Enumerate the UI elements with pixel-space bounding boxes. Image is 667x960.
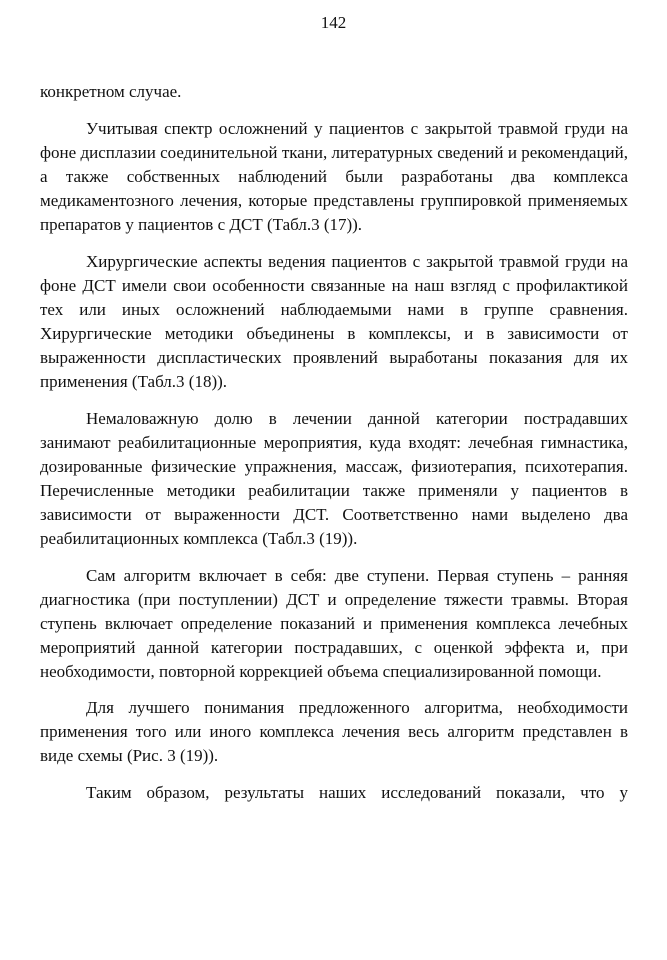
paragraph-algorithm-scheme: Для лучшего понимания предложенного алгоритма, необходимости применения того или иного комплекса лечения весь алгоритм представлен в виде схемы (Рис. 3 (19)). (40, 698, 628, 765)
paragraph-rehabilitation: Немаловажную долю в лечении данной категории пострадавших занимают реабилитационные мероприятия, куда входят: лечебная гимнастика, дозированные физические упражнения, массаж, физиотерапия, психотерапия. Перечисленные методики реабилитации также применяли у пациентов в зависимости от выраженности ДСТ. Соответственно нами выделено два реабилитационных комплекса (Табл.3 (19)). (40, 409, 628, 548)
paragraph-continuation: конкретном случае. (40, 82, 182, 101)
paragraph-surgical-aspects: Хирургические аспекты ведения пациентов с закрытой травмой груди на фоне ДСТ имели свои особенности связанные на наш взгляд с профилактикой тех или иных осложнений наблюдаемыми нами в группе сравнения. Хирургические методики объединены в комплексы, и в зависимости от выраженности диспластических проявлений выработаны показания для их применения (Табл.3 (18)). (40, 252, 628, 391)
document-body (40, 80, 628, 805)
page-number: 142 (320, 13, 347, 32)
paragraph-conclusion-start: Таким образом, результаты наших исследований показали, что у (86, 783, 628, 802)
paragraph-algorithm-stages: Сам алгоритм включает в себя: две ступени. Первая ступень – ранняя диагностика (при поступлении) ДСТ и определение тяжести травмы. Вторая ступень включает определение показаний и применения комплекса лечебных мероприятий данной категории пострадавших, с оценкой эффекта и, при необходимости, повторной коррекцией объема специализированной помощи. (40, 566, 628, 681)
paragraph-medication-complexes: Учитывая спектр осложнений у пациентов с закрытой травмой груди на фоне дисплазии соединительной ткани, литературных сведений и рекомендаций, а также собственных наблюдений были разработаны два комплекса медикаментозного лечения, которые представлены группировкой применяемых препаратов у пациентов с ДСТ (Табл.3 (17)). (40, 119, 628, 234)
